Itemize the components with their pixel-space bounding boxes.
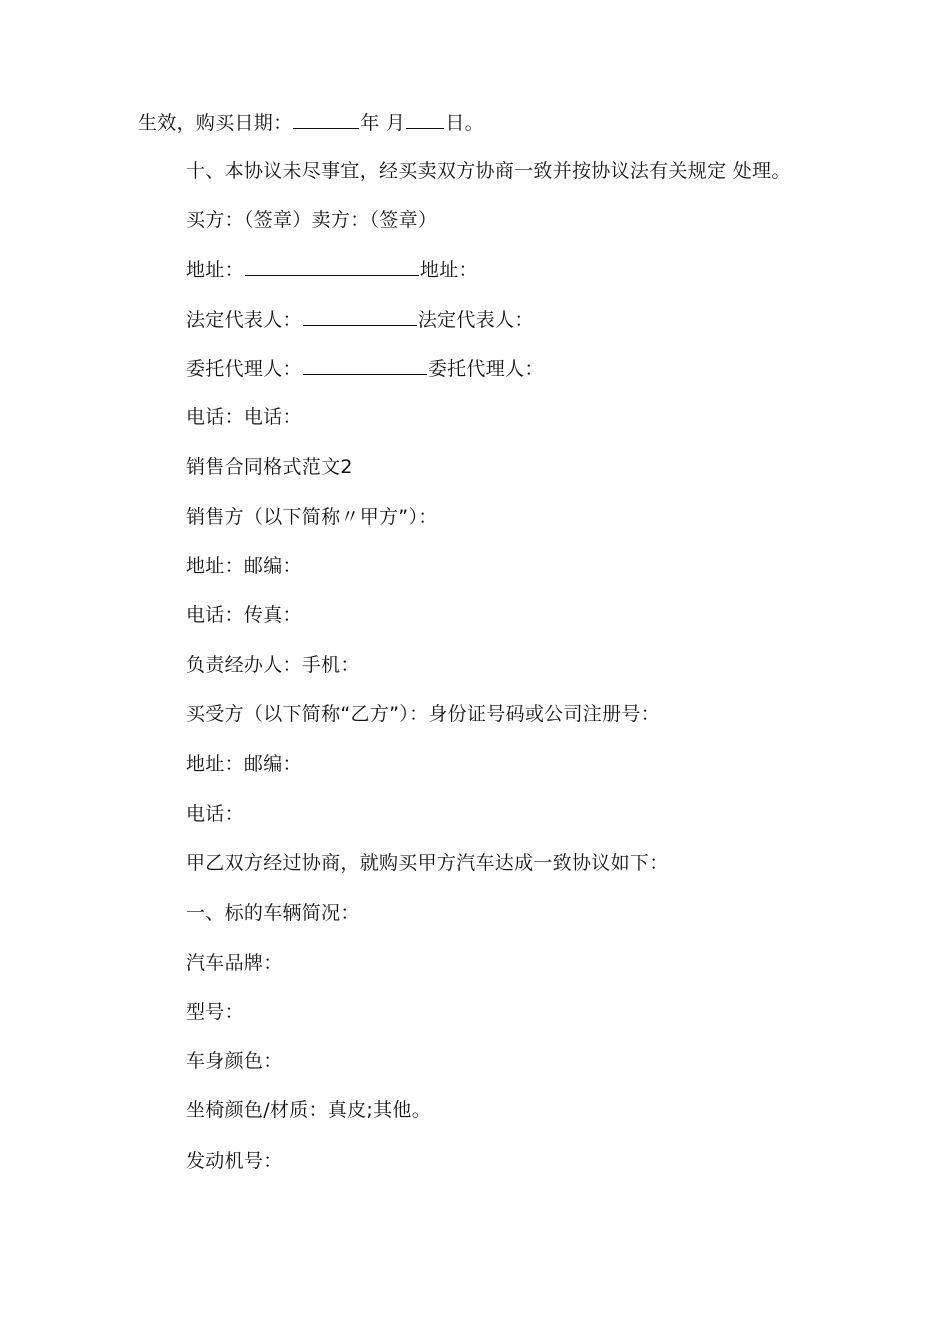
authorized-agent-line	[186, 356, 544, 381]
seller-legal-rep-label: 法定代表人：	[417, 309, 534, 331]
day-blank	[406, 110, 444, 129]
year-month-label: 年 月	[360, 112, 406, 134]
buyer-address-label: 地址：	[186, 259, 244, 281]
section-title: 销售合同格式范文2	[186, 456, 353, 478]
buyer-address-blank	[245, 257, 419, 276]
address-line	[186, 257, 478, 282]
year-blank	[293, 110, 359, 129]
seller-address-label: 地址：	[419, 259, 478, 281]
seat-color-material-line: 坐椅颜色/材质：真皮;其他。	[186, 1099, 432, 1121]
signature-line: 买方：（签章）卖方：（签章）	[186, 209, 438, 231]
seller-phone-fax: 电话：传真：	[186, 604, 302, 626]
seller-address-postcode: 地址：邮编：	[186, 555, 302, 577]
buyer-party-line: 买受方（以下简称“乙方”）：身份证号码或公司注册号：	[186, 703, 660, 725]
seller-agent-label: 委托代理人：	[427, 358, 544, 380]
buyer-phone: 电话：	[186, 803, 244, 825]
legal-representative-line	[186, 307, 534, 332]
body-color-line: 车身颜色：	[186, 1050, 283, 1072]
purchase-date-line	[138, 110, 484, 135]
purchase-date-label: 生效，购买日期：	[138, 112, 293, 134]
agreement-intro: 甲乙双方经过协商，就购买甲方汽车达成一致协议如下：	[186, 852, 669, 874]
buyer-legal-rep-blank	[303, 307, 417, 326]
buyer-address-postcode: 地址：邮编：	[186, 753, 302, 775]
seller-handler-mobile: 负责经办人：手机：	[186, 654, 360, 676]
seller-party-line: 销售方（以下简称〃甲方”）：	[186, 506, 438, 528]
engine-number-line: 发动机号：	[186, 1150, 283, 1172]
buyer-agent-label: 委托代理人：	[186, 358, 302, 380]
clause-ten: 十、本协议未尽事宜，经买卖双方协商一致并按协议法有关规定 处理。	[186, 160, 791, 182]
car-brand-line: 汽车品牌：	[186, 952, 283, 974]
vehicle-overview-heading: 一、标的车辆简况：	[186, 902, 360, 924]
model-line: 型号：	[186, 1001, 244, 1023]
day-label: 日。	[445, 112, 484, 134]
buyer-legal-rep-label: 法定代表人：	[186, 309, 302, 331]
buyer-agent-blank	[303, 356, 427, 375]
phone-line: 电话：电话：	[186, 406, 302, 428]
